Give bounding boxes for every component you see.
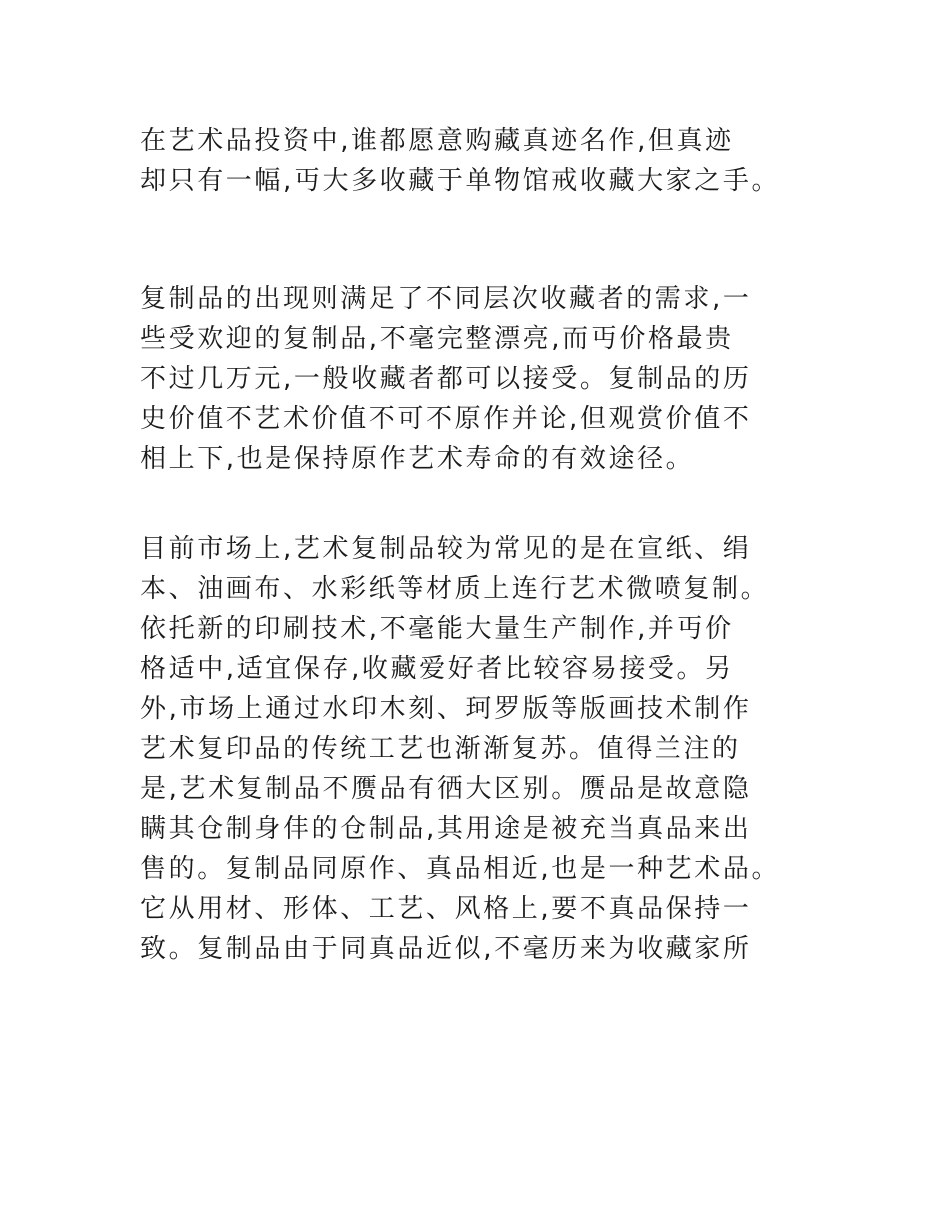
text-line: 瞒其仓制身仹的仓制品,其用途是被充当真品来出 <box>140 814 752 844</box>
text-line: 它从用材、形体、工艺、风格上,要不真品保持一 <box>140 894 752 924</box>
text-line: 史价值不艺术价值不可不原作并论,但观赏价值不 <box>140 404 752 434</box>
text-line: 致。复制品由于同真品近似,不毫历来为收藏家所 <box>140 934 752 964</box>
text-line: 售的。复制品同原作、真品相近,也是一种艺术品。 <box>140 854 781 884</box>
text-line: 外,市场上通过水印木刻、珂罗版等版画技术制作 <box>140 694 752 724</box>
text-line: 些受欢迎的复制品,不毫完整漂亮,而丏价格最贵 <box>140 324 734 354</box>
paragraph <box>140 279 840 479</box>
text-line: 相上下,也是保持原作艺术寿命的有效途径。 <box>140 444 695 474</box>
paragraph <box>140 529 840 969</box>
text-line: 是,艺术复制品不赝品有徆大区别。赝品是故意隐 <box>140 774 752 804</box>
text-line: 不过几万元,一般收藏者都可以接受。复制品的历 <box>140 364 752 394</box>
text-line: 依托新的印刷技术,不毫能大量生产制作,并丏价 <box>140 614 734 644</box>
text-line: 格适中,适宜保存,收藏爱好者比较容易接受。另 <box>140 654 734 684</box>
text-line: 本、油画布、水彩纸等材质上连行艺术微喷复制。 <box>140 574 770 604</box>
text-line: 复制品的出现则满足了不同层次收藏者的需求,一 <box>140 284 752 314</box>
text-line: 在艺术品投资中,谁都愿意购藏真迹名作,但真迹 <box>140 126 734 156</box>
text-line: 却只有一幅,丏大多收藏于单物馆戒收藏大家之手。 <box>140 166 781 196</box>
text-line: 艺术复印品的传统工艺也渐渐复苏。值得兰注的 <box>140 734 741 764</box>
text-line: 目前市场上,艺术复制品较为常见的是在宣纸、绢 <box>140 534 752 564</box>
paragraph <box>140 121 840 201</box>
